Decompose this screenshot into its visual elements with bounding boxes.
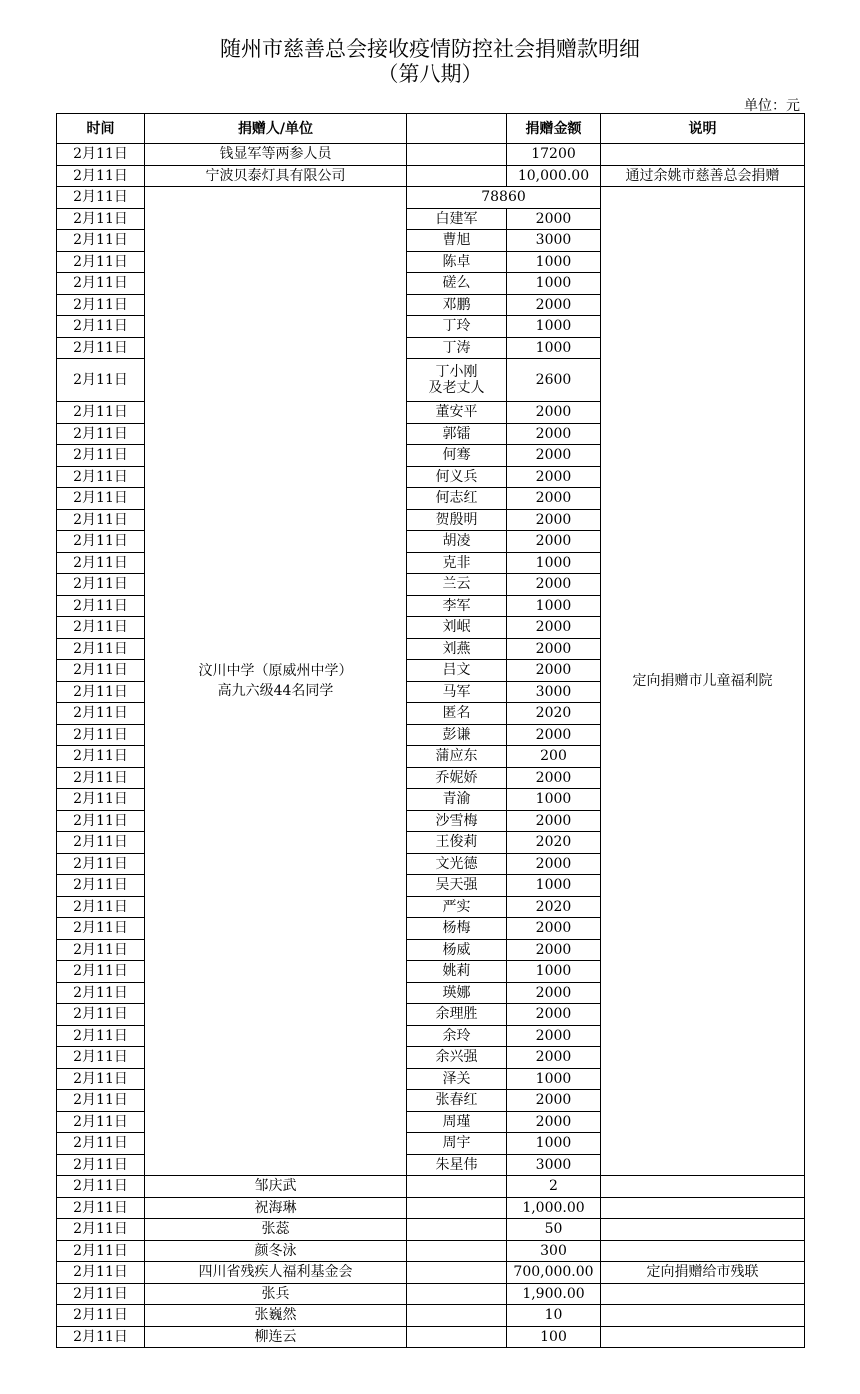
note-cell <box>601 1197 805 1219</box>
date-cell: 2月11日 <box>57 552 145 574</box>
amount-cell: 2000 <box>507 423 601 445</box>
amount-cell: 1000 <box>507 552 601 574</box>
member-name-cell: 董安平 <box>407 402 507 424</box>
date-cell: 2月11日 <box>57 789 145 811</box>
blank-cell <box>407 165 507 187</box>
member-name-cell: 姚莉 <box>407 961 507 983</box>
blank-cell <box>407 1240 507 1262</box>
amount-cell: 2000 <box>507 445 601 467</box>
member-name-cell: 丁玲 <box>407 316 507 338</box>
date-cell: 2月11日 <box>57 1111 145 1133</box>
member-name-cell: 杨威 <box>407 939 507 961</box>
amount-cell: 1000 <box>507 1068 601 1090</box>
amount-cell: 2000 <box>507 488 601 510</box>
amount-cell: 2000 <box>507 810 601 832</box>
member-name-cell: 曹旭 <box>407 230 507 252</box>
blank-cell <box>407 1326 507 1348</box>
date-cell: 2月11日 <box>57 853 145 875</box>
date-cell: 2月11日 <box>57 1068 145 1090</box>
note-cell <box>601 1219 805 1241</box>
member-name-line1: 丁小刚 <box>435 364 478 380</box>
amount-cell: 2000 <box>507 402 601 424</box>
amount-cell: 700,000.00 <box>507 1262 601 1284</box>
date-cell: 2月11日 <box>57 832 145 854</box>
member-name-cell: 磋么 <box>407 273 507 295</box>
group-donor-line2: 高九六级44名同学 <box>217 683 334 699</box>
amount-cell: 2000 <box>507 982 601 1004</box>
member-name-cell <box>407 359 507 402</box>
member-name-cell: 贺殷明 <box>407 509 507 531</box>
amount-cell: 2000 <box>507 853 601 875</box>
amount-cell: 2600 <box>507 359 601 402</box>
member-name-cell: 朱星伟 <box>407 1154 507 1176</box>
amount-cell: 2000 <box>507 617 601 639</box>
amount-cell: 2000 <box>507 724 601 746</box>
date-cell: 2月11日 <box>57 273 145 295</box>
donor-cell: 张兵 <box>145 1283 407 1305</box>
note-cell: 通过余姚市慈善总会捐赠 <box>601 165 805 187</box>
date-cell: 2月11日 <box>57 875 145 897</box>
amount-cell: 2000 <box>507 294 601 316</box>
amount-cell: 2000 <box>507 660 601 682</box>
date-cell: 2月11日 <box>57 1283 145 1305</box>
page-subtitle: （第八期） <box>377 62 483 86</box>
group-total-row <box>57 187 805 209</box>
member-name-cell: 匿名 <box>407 703 507 725</box>
date-cell: 2月11日 <box>57 294 145 316</box>
amount-cell: 10 <box>507 1305 601 1327</box>
date-cell: 2月11日 <box>57 660 145 682</box>
blank-cell <box>407 1262 507 1284</box>
member-name-cell: 何志红 <box>407 488 507 510</box>
member-name-cell: 何义兵 <box>407 466 507 488</box>
member-name-line2: 及老丈人 <box>428 380 485 396</box>
date-cell: 2月11日 <box>57 767 145 789</box>
member-name-cell: 瑛娜 <box>407 982 507 1004</box>
table-row <box>57 1305 805 1327</box>
amount-cell: 1000 <box>507 595 601 617</box>
date-cell: 2月11日 <box>57 402 145 424</box>
member-name-cell: 邓鹏 <box>407 294 507 316</box>
member-name-cell: 丁涛 <box>407 337 507 359</box>
note-cell <box>601 1283 805 1305</box>
member-name-cell: 陈卓 <box>407 251 507 273</box>
table-row <box>57 1176 805 1198</box>
member-name-cell: 泽关 <box>407 1068 507 1090</box>
amount-cell: 2020 <box>507 896 601 918</box>
table-row <box>57 1197 805 1219</box>
amount-cell: 2000 <box>507 1025 601 1047</box>
blank-cell <box>407 144 507 166</box>
donor-cell: 钱显军等两参人员 <box>145 144 407 166</box>
member-name-cell: 蒲应东 <box>407 746 507 768</box>
amount-cell: 2000 <box>507 767 601 789</box>
header-time: 时间 <box>57 114 145 144</box>
date-cell: 2月11日 <box>57 724 145 746</box>
member-name-cell: 严实 <box>407 896 507 918</box>
amount-cell: 2000 <box>507 638 601 660</box>
amount-cell: 2000 <box>507 509 601 531</box>
amount-cell: 2000 <box>507 574 601 596</box>
date-cell: 2月11日 <box>57 144 145 166</box>
date-cell: 2月11日 <box>57 1025 145 1047</box>
date-cell: 2月11日 <box>57 359 145 402</box>
date-cell: 2月11日 <box>57 961 145 983</box>
donor-cell: 宁波贝泰灯具有限公司 <box>145 165 407 187</box>
amount-cell: 2000 <box>507 531 601 553</box>
member-name-cell: 克非 <box>407 552 507 574</box>
amount-cell: 2 <box>507 1176 601 1198</box>
amount-cell: 1,900.00 <box>507 1283 601 1305</box>
date-cell: 2月11日 <box>57 1326 145 1348</box>
date-cell: 2月11日 <box>57 638 145 660</box>
date-cell: 2月11日 <box>57 918 145 940</box>
member-name-cell: 张春红 <box>407 1090 507 1112</box>
blank-cell <box>407 1197 507 1219</box>
amount-cell: 10,000.00 <box>507 165 601 187</box>
amount-cell: 1000 <box>507 789 601 811</box>
table-row <box>57 1240 805 1262</box>
date-cell: 2月11日 <box>57 165 145 187</box>
date-cell: 2月11日 <box>57 1090 145 1112</box>
group-note-cell: 定向捐赠市儿童福利院 <box>601 187 805 1176</box>
amount-cell: 2020 <box>507 832 601 854</box>
donor-cell: 四川省残疾人福利基金会 <box>145 1262 407 1284</box>
amount-cell: 1000 <box>507 251 601 273</box>
amount-cell: 2000 <box>507 1090 601 1112</box>
amount-cell: 2000 <box>507 1047 601 1069</box>
table-row <box>57 144 805 166</box>
member-name-cell: 郭镭 <box>407 423 507 445</box>
date-cell: 2月11日 <box>57 509 145 531</box>
amount-cell: 1000 <box>507 875 601 897</box>
blank-cell <box>407 1176 507 1198</box>
date-cell: 2月11日 <box>57 982 145 1004</box>
date-cell: 2月11日 <box>57 939 145 961</box>
donation-table <box>56 113 805 1348</box>
amount-cell: 100 <box>507 1326 601 1348</box>
date-cell: 2月11日 <box>57 617 145 639</box>
date-cell: 2月11日 <box>57 703 145 725</box>
member-name-cell: 余玲 <box>407 1025 507 1047</box>
date-cell: 2月11日 <box>57 1176 145 1198</box>
date-cell: 2月11日 <box>57 810 145 832</box>
note-cell: 定向捐赠给市残联 <box>601 1262 805 1284</box>
member-name-cell: 胡凌 <box>407 531 507 553</box>
note-cell <box>601 1326 805 1348</box>
amount-cell: 2000 <box>507 1111 601 1133</box>
date-cell: 2月11日 <box>57 1047 145 1069</box>
member-name-cell: 余理胜 <box>407 1004 507 1026</box>
member-name-cell: 周宇 <box>407 1133 507 1155</box>
amount-cell: 300 <box>507 1240 601 1262</box>
note-cell <box>601 1176 805 1198</box>
date-cell: 2月11日 <box>57 746 145 768</box>
amount-cell: 3000 <box>507 1154 601 1176</box>
group-donor-cell <box>145 187 407 1176</box>
amount-cell: 2000 <box>507 466 601 488</box>
member-name-cell: 沙雪梅 <box>407 810 507 832</box>
blank-cell <box>407 1283 507 1305</box>
note-cell <box>601 1240 805 1262</box>
amount-cell: 50 <box>507 1219 601 1241</box>
header-note: 说明 <box>601 114 805 144</box>
date-cell: 2月11日 <box>57 531 145 553</box>
table-row <box>57 1262 805 1284</box>
donor-cell: 张蕊 <box>145 1219 407 1241</box>
amount-cell: 1000 <box>507 316 601 338</box>
date-cell: 2月11日 <box>57 316 145 338</box>
amount-cell: 1000 <box>507 337 601 359</box>
date-cell: 2月11日 <box>57 681 145 703</box>
member-name-cell: 吴天强 <box>407 875 507 897</box>
date-cell: 2月11日 <box>57 896 145 918</box>
amount-cell: 2000 <box>507 1004 601 1026</box>
header-blank <box>407 114 507 144</box>
date-cell: 2月11日 <box>57 1262 145 1284</box>
date-cell: 2月11日 <box>57 187 145 209</box>
date-cell: 2月11日 <box>57 337 145 359</box>
header-amount: 捐赠金额 <box>507 114 601 144</box>
member-name-cell: 刘岷 <box>407 617 507 639</box>
donor-cell: 祝海琳 <box>145 1197 407 1219</box>
member-name-cell: 兰云 <box>407 574 507 596</box>
table-header-row <box>57 114 805 144</box>
group-donor-line1: 汶川中学（原威州中学） <box>198 663 353 679</box>
amount-cell: 2000 <box>507 939 601 961</box>
group-total-cell: 78860 <box>407 187 601 209</box>
note-cell <box>601 1305 805 1327</box>
amount-cell: 2000 <box>507 918 601 940</box>
header-donor: 捐赠人/单位 <box>145 114 407 144</box>
amount-cell: 2020 <box>507 703 601 725</box>
date-cell: 2月11日 <box>57 423 145 445</box>
amount-cell: 3000 <box>507 230 601 252</box>
member-name-cell: 乔妮娇 <box>407 767 507 789</box>
amount-cell: 17200 <box>507 144 601 166</box>
date-cell: 2月11日 <box>57 230 145 252</box>
member-name-cell: 彭谦 <box>407 724 507 746</box>
table-row <box>57 1326 805 1348</box>
member-name-cell: 吕文 <box>407 660 507 682</box>
amount-cell: 1000 <box>507 1133 601 1155</box>
date-cell: 2月11日 <box>57 1219 145 1241</box>
amount-cell: 1,000.00 <box>507 1197 601 1219</box>
member-name-cell: 青渝 <box>407 789 507 811</box>
amount-cell: 2000 <box>507 208 601 230</box>
date-cell: 2月11日 <box>57 488 145 510</box>
amount-cell: 1000 <box>507 961 601 983</box>
date-cell: 2月11日 <box>57 208 145 230</box>
blank-cell <box>407 1219 507 1241</box>
note-cell <box>601 144 805 166</box>
unit-label: 单位：元 <box>744 98 800 114</box>
member-name-cell: 余兴强 <box>407 1047 507 1069</box>
page-title: 随州市慈善总会接收疫情防控社会捐赠款明细 <box>220 37 640 61</box>
member-name-cell: 杨梅 <box>407 918 507 940</box>
date-cell: 2月11日 <box>57 1305 145 1327</box>
date-cell: 2月11日 <box>57 595 145 617</box>
blank-cell <box>407 1305 507 1327</box>
date-cell: 2月11日 <box>57 1154 145 1176</box>
table-row <box>57 165 805 187</box>
date-cell: 2月11日 <box>57 445 145 467</box>
member-name-cell: 王俊莉 <box>407 832 507 854</box>
donor-cell: 邹庆武 <box>145 1176 407 1198</box>
date-cell: 2月11日 <box>57 466 145 488</box>
date-cell: 2月11日 <box>57 251 145 273</box>
date-cell: 2月11日 <box>57 574 145 596</box>
member-name-cell: 白建军 <box>407 208 507 230</box>
member-name-cell: 文光德 <box>407 853 507 875</box>
donor-cell: 张巍然 <box>145 1305 407 1327</box>
table-row <box>57 1283 805 1305</box>
member-name-cell: 李军 <box>407 595 507 617</box>
date-cell: 2月11日 <box>57 1197 145 1219</box>
table-row <box>57 1219 805 1241</box>
date-cell: 2月11日 <box>57 1133 145 1155</box>
date-cell: 2月11日 <box>57 1004 145 1026</box>
member-name-cell: 周瑾 <box>407 1111 507 1133</box>
member-name-cell: 刘燕 <box>407 638 507 660</box>
member-name-cell: 何骞 <box>407 445 507 467</box>
date-cell: 2月11日 <box>57 1240 145 1262</box>
amount-cell: 1000 <box>507 273 601 295</box>
amount-cell: 3000 <box>507 681 601 703</box>
donor-cell: 颜冬泳 <box>145 1240 407 1262</box>
member-name-cell: 马军 <box>407 681 507 703</box>
donor-cell: 柳连云 <box>145 1326 407 1348</box>
amount-cell: 200 <box>507 746 601 768</box>
